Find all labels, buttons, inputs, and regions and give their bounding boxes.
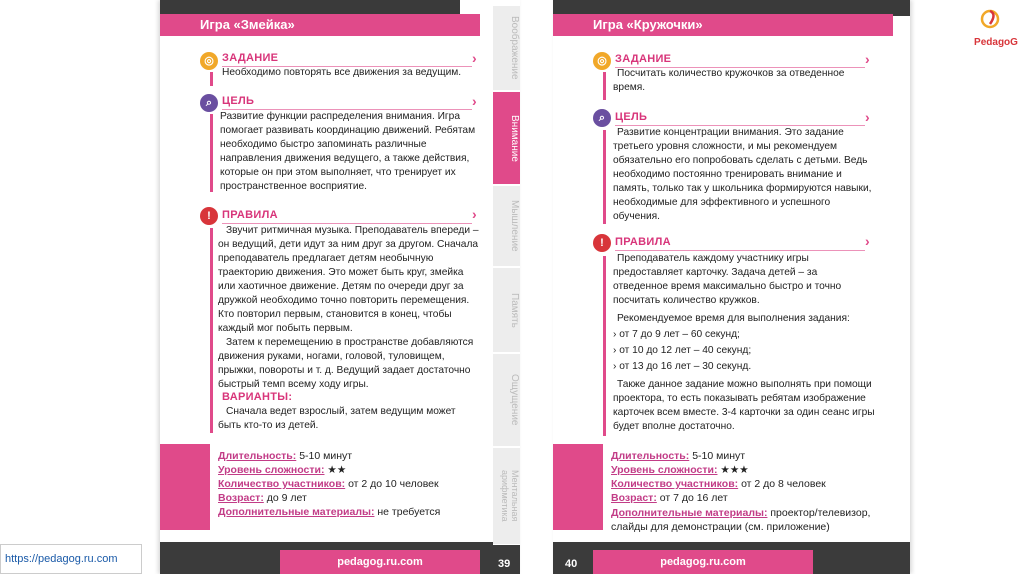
goal-label: ЦЕЛЬ — [615, 111, 648, 123]
logo-mark-icon — [972, 6, 1020, 32]
divider — [615, 250, 865, 251]
time-item-1: › от 7 до 9 лет – 60 секунд; — [613, 329, 740, 340]
page-number: 39 — [498, 558, 511, 570]
duration-row: Длительность: 5-10 минут — [218, 450, 353, 462]
accent-bar — [210, 114, 213, 192]
goal-text: Развитие функции распределения внимания. Игра помогает развивать координацию движений. Ребятам необходимо быстро запоминать различные направления движения ведущего, а также действия, которые он при этом выполняет, что тренирует их пространственное восприятие. — [220, 111, 476, 192]
target-icon: ⌕ — [593, 109, 611, 127]
page-title: Игра «Кружочки» — [553, 14, 893, 36]
footer-site: pedagog.ru.com — [280, 550, 480, 574]
section-tabs — [493, 6, 521, 546]
info-accent-block — [160, 444, 210, 530]
page-title: Игра «Змейка» — [160, 14, 480, 36]
rules-paragraph-3: Также данное задание можно выполнять при помощи проектора, то есть показывать ребятам изображение карточек всем вместе. 3-4 карточки за один сеанс игры будет вполне достаточно. — [613, 379, 875, 432]
chevron-right-icon: › — [865, 109, 870, 125]
tab-thinking[interactable]: Мышление — [493, 186, 520, 267]
logo-text: PedagoG — [974, 37, 1018, 48]
source-link[interactable]: https://pedagog.ru.com — [0, 544, 142, 574]
accent-bar — [210, 228, 213, 433]
accent-bar — [603, 72, 606, 100]
accent-bar — [603, 256, 606, 436]
rules-label: ПРАВИЛА — [615, 236, 671, 248]
page-number: 40 — [565, 558, 578, 570]
rules-paragraph-1: Звучит ритмичная музыка. Преподаватель впереди – он ведущий, дети идут за ним друг за другом. Сначала преподаватель предлагает детям необычную траекторию движения. Это может быть круг, змейка или хаотичное движение. Детям по очереди друг за дружкой необходимо точно повторить перемещения. Кто повторил первым, становится в конец, чтобы каждый мог побыть первым. — [218, 225, 479, 334]
duration-row: Длительность: 5-10 минут — [611, 450, 746, 462]
goal-label: ЦЕЛЬ — [222, 95, 255, 107]
info-accent-block — [553, 444, 603, 530]
tab-sensation[interactable]: Ощущение — [493, 354, 520, 447]
accent-bar — [603, 130, 606, 224]
rules-paragraph-1: Преподаватель каждому участнику игры предоставляет карточку. Задача детей – за отведенное время максимально быстро и точно посчитать количество кружков. — [613, 253, 842, 306]
time-item-2: › от 10 до 12 лет – 40 секунд; — [613, 345, 752, 356]
age-row: Возраст: до 9 лет — [218, 492, 307, 504]
rules-paragraph-2: Затем к перемещению в пространстве добавляются движения руками, ногами, головой, туловищем, прыжки, повороты и т. д. Ведущий задает достаточно быстрый темп всему ходу игры. — [218, 337, 474, 390]
extra-materials-row: Дополнительные материалы: проектор/телевизор, слайды для демонстрации (см. приложение) — [611, 507, 871, 533]
task-icon: ◎ — [200, 52, 218, 70]
task-icon: ◎ — [593, 52, 611, 70]
extra-materials-row: Дополнительные материалы: не требуется — [218, 506, 441, 518]
time-item-3: › от 13 до 16 лет – 30 секунд. — [613, 361, 752, 372]
target-icon: ⌕ — [200, 94, 218, 112]
tab-mental-arithmetic[interactable]: Ментальная арифметика — [493, 448, 520, 545]
accent-bar — [210, 72, 213, 86]
chevron-right-icon: › — [472, 206, 477, 222]
left-page — [160, 0, 520, 574]
task-text: Необходимо повторять все движения за ведущим. — [222, 67, 462, 78]
alert-icon: ! — [593, 234, 611, 252]
task-label: ЗАДАНИЕ — [615, 53, 672, 65]
goal-text: Развитие концентрации внимания. Это задание третьего уровня сложности, и мы рекомендуем обязательно его попробовать сделать с детьми. Ведь необходимо постоянно тренировать внимание и память, только так у школьника формируются навыки, необходимые для эффективного и успешного обучения. — [613, 127, 872, 222]
rules-label: ПРАВИЛА — [222, 209, 278, 221]
level-row: Уровень сложности: ★★★ — [611, 464, 749, 476]
chevron-right-icon: › — [472, 50, 477, 66]
alert-icon: ! — [200, 207, 218, 225]
rules-paragraph-2: Рекомендуемое время для выполнения задания: — [617, 313, 850, 324]
variants-text: Сначала ведет взрослый, затем ведущим может быть кто-то из детей. — [218, 406, 456, 431]
level-row: Уровень сложности: ★★ — [218, 464, 347, 476]
task-text: Посчитать количество кружочков за отведенное время. — [613, 68, 845, 93]
players-row: Количество участников: от 2 до 10 человек — [218, 478, 439, 490]
chevron-right-icon: › — [865, 233, 870, 249]
variants-label: ВАРИАНТЫ: — [222, 391, 293, 403]
chevron-right-icon: › — [472, 93, 477, 109]
tab-memory[interactable]: Память — [493, 268, 520, 353]
task-label: ЗАДАНИЕ — [222, 52, 279, 64]
chevron-right-icon: › — [865, 51, 870, 67]
players-row: Количество участников: от 2 до 8 человек — [611, 478, 826, 490]
tab-imagination[interactable]: Воображение — [493, 6, 520, 91]
right-page — [553, 0, 910, 574]
tab-attention[interactable]: Внимание — [493, 92, 520, 185]
pedagog-logo — [972, 6, 1020, 46]
footer-site: pedagog.ru.com — [593, 550, 813, 574]
age-row: Возраст: от 7 до 16 лет — [611, 492, 728, 504]
